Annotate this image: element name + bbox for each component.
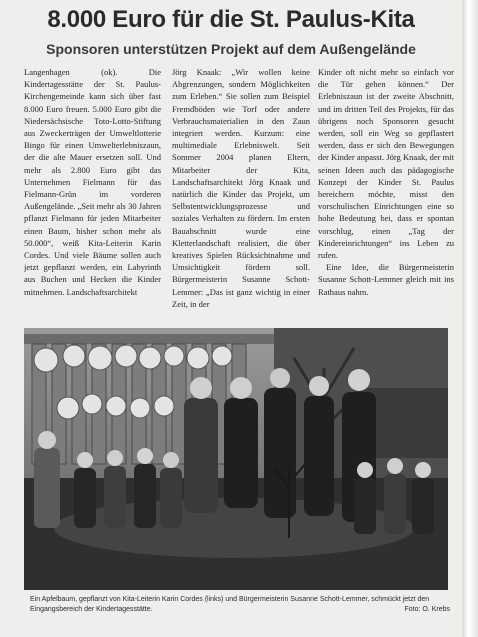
subheadline: Sponsoren unterstützen Projekt auf dem Außengelände (46, 41, 416, 57)
article-photo (24, 328, 448, 590)
page-edge (462, 0, 478, 637)
caption-text: Ein Apfelbaum, gepflanzt von Kita-Leiterin Karin Cordes (links) und Bürgermeisterin Susanne Schott-Lemmer, schmückt jetzt den Eingangsbereich der Kindertagesstätte. (30, 596, 430, 613)
column-1-text: Langenhagen (ok). Die Kindertagesstätte der St. Paulus-Kirchengemeinde kann sich über fast 8.000 Euro freuen. 5.000 Euro gibt die Niedersächsische Toto-Lotto-Stiftung aus Zweckerträgen der Umweltlotterie Bingo für einen Umwelterlebniszaun, der die alte Mauer ersetzen soll. Und mehr als 2.800 Euro gibt das Unternehmen Fielmann für das Fielmann-Grün im vorderen Außengelände. „Seit mehr als 30 Jahren pflanzt Fielmann für jeden Mitarbeiter einen Baum, bisher schon mehr als 50.000“, weiß Kita-Leiterin Karin Cordes. Und viele Bäume sollen auch jetzt gepflanzt werden, ein Labyrinth aus Buchen und Hecken die Kinder mitnehmen. Landschaftsarchitekt (24, 67, 161, 297)
article-column-1 (24, 66, 161, 328)
headline: 8.000 Euro für die St. Paulus-Kita (47, 6, 415, 33)
column-2-text: Jörg Knaak: „Wir wollen keine Abgrenzungen, sondern Möglichkeiten zum Erleben.“ Sie sollen zum Beispiel Fremdböden wie Torf oder andere Verbrauchsmaterialien in den Zaun integriert werden. Kurzum: eine multimediale Erlebniswelt. Seit Sommer 2004 planen Eltern, Mitarbeiter der Kita, Landschaftsarchitekt Jörg Knaak und natürlich die Kinder das Projekt, um Selbstentwicklungsprozesse und soziales Verhalten zu fördern. Im ersten Bauabschnitt wurde eine Kletterlandschaft realisiert, die über kreatives Spielen Rücksichtnahme und Umsichtigkeit fördern soll. Bürgermeisterin Susanne Schott-Lemmer: „Das ist ganz wichtig in einer Zeit, in der (172, 67, 310, 309)
photo-credit: Foto: O. Krebs (404, 606, 450, 613)
article-column-2 (172, 66, 310, 328)
column-3-paragraph-2: Eine Idee, die Bürgermeisterin Susanne Schott-Lemmer gleich mit ins Rathaus nahm. (318, 262, 454, 297)
photo-illustration (24, 328, 448, 590)
column-3-paragraph-1: Kinder oft nicht mehr so einfach vor die Tür gehen können.“ Der Erlebniszaun ist der zweite Abschnitt, und im dritten Teil des Projekts, für das übrigens noch Sponsoren gesucht werden, soll ein Weg so gepflastert werden, dass er sich den Bewegungen der Kinder anpasst. Jörg Knaak, der mit seinen Ideen auch das pädagogische Konzept der Kinder St. Paulus bereichern möchte, misst den vorschulischen Einrichtungen eine so hohe Bedeutung bei, dass er spontan vorschlug, einen „Tag der Kindereinrichtungen“ ins Leben zu rufen. (318, 67, 454, 261)
article-column-3 (318, 66, 454, 328)
photo-caption (30, 595, 450, 615)
